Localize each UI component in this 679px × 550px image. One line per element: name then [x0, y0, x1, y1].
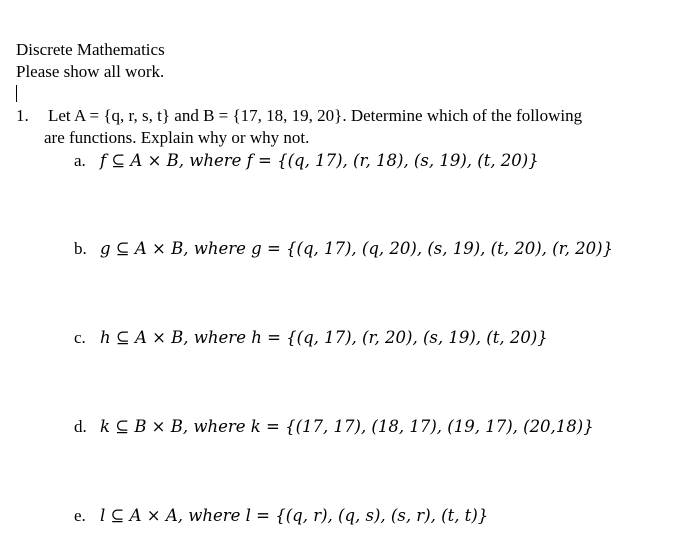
part-b: [74, 238, 613, 260]
question-1-line1: [16, 105, 582, 127]
instruction-text: Please show all work.: [16, 62, 165, 81]
part-label: e.: [74, 506, 86, 525]
part-expression: g ⊆ A × B, where g = {(q, 17), (q, 20), (s, 19), (t, 20), (r, 20)}: [100, 239, 614, 258]
part-e: [74, 505, 488, 527]
part-label: c.: [74, 328, 86, 347]
course-title: Discrete Mathematics: [16, 40, 165, 59]
part-label: b.: [74, 239, 87, 258]
question-stem-line1: Let A = {q, r, s, t} and B = {17, 18, 19, 20}. Determine which of the following: [48, 106, 583, 125]
text-cursor: [16, 85, 17, 102]
part-expression: k ⊆ B × B, where k = {(17, 17), (18, 17), (19, 17), (20,18)}: [100, 417, 594, 436]
part-a: [74, 150, 539, 172]
part-c: [74, 327, 548, 349]
question-stem-line2: are functions. Explain why or why not.: [44, 128, 310, 147]
part-label: a.: [74, 151, 86, 170]
part-label: d.: [74, 417, 87, 436]
part-expression: f ⊆ A × B, where f = {(q, 17), (r, 18), (s, 19), (t, 20)}: [100, 151, 539, 170]
part-expression: h ⊆ A × B, where h = {(q, 17), (r, 20), (s, 19), (t, 20)}: [100, 328, 548, 347]
part-expression: l ⊆ A × A, where l = {(q, r), (q, s), (s, r), (t, t)}: [100, 506, 489, 525]
part-d: [74, 416, 594, 438]
question-number: 1.: [16, 106, 29, 125]
